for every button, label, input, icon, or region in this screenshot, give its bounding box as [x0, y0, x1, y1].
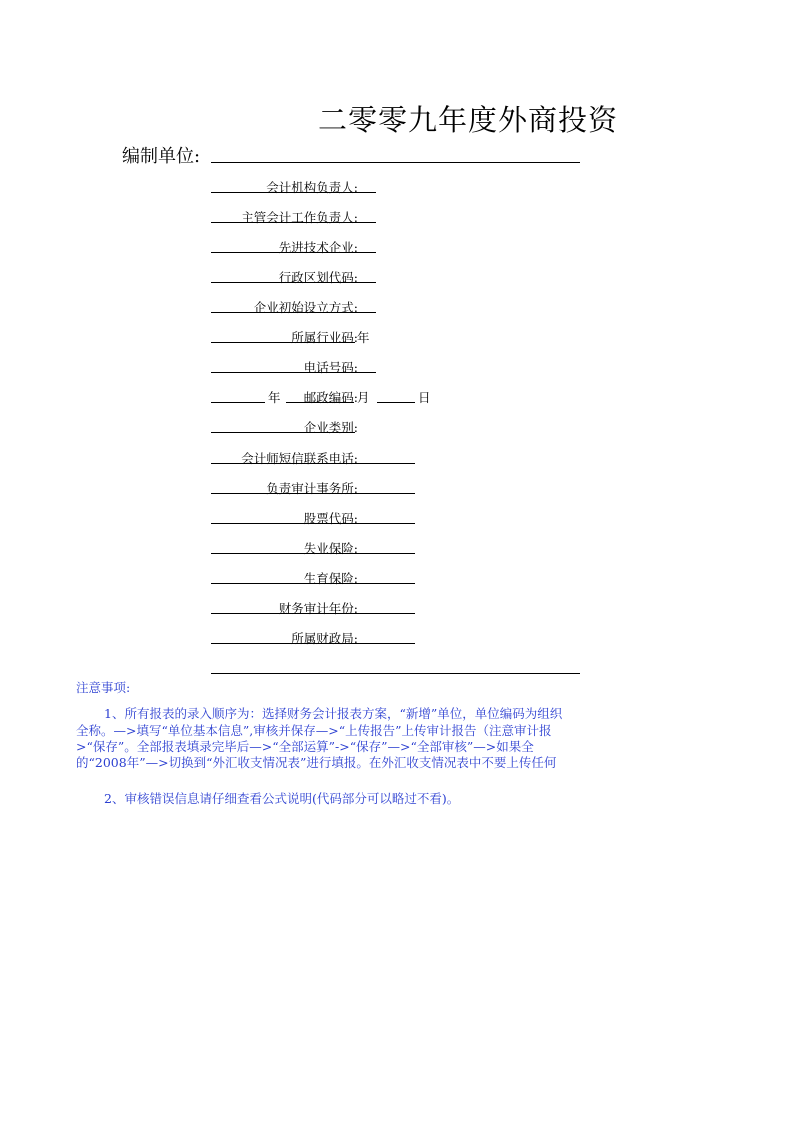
field-label-maternity-insurance: 生育保险: — [303, 571, 358, 586]
field-label-accounting-supervisor: 主管会计工作负责人: — [241, 210, 358, 225]
report-date-year-unit: 年 — [268, 390, 281, 405]
field-label-setup-method: 企业初始设立方式: — [253, 300, 358, 315]
note-1-line-4: 的“2008年”—>切换到“外汇收支情况表”进行填报。在外汇收支情况表中不要上传任何 — [76, 755, 557, 770]
report-date-day-unit: 日 — [418, 390, 431, 405]
field-label-industry-code: 所属行业码: — [291, 330, 358, 345]
founding-year-suffix: 年 — [357, 330, 370, 345]
notes-title: 注意事项: — [76, 680, 131, 695]
field-line-address[interactable] — [211, 673, 580, 674]
field-label-enterprise-category: 企业类别: — [303, 420, 358, 435]
note-1-line-2: 全称。—>填写“单位基本信息”,审核并保存—>“上传报告”上传审计报告（注意审计报 — [76, 723, 552, 738]
report-title: 二零零九年度外商投资 — [318, 103, 619, 137]
field-label-finance-bureau: 所属财政局: — [291, 631, 358, 646]
field-label-audit-firm: 负责审计事务所: — [266, 481, 358, 496]
field-label-audit-year: 财务审计年份: — [278, 601, 358, 616]
report-date-month-unit: 月 — [357, 390, 370, 405]
note-1-line-3: >“保存”。全部报表填录完毕后—>“全部运算”->“保存”—>“全部审核”—>如果全 — [76, 739, 534, 754]
field-label-phone-number: 电话号码: — [303, 360, 358, 375]
field-line-report-day[interactable] — [377, 402, 415, 403]
field-label-accounting-head: 会计机构负责人: — [266, 180, 358, 195]
field-label-region-code: 行政区划代码: — [278, 270, 358, 285]
field-label-unemployment-insurance: 失业保险: — [303, 541, 358, 556]
unit-label: 编制单位: — [122, 146, 201, 167]
unit-input-line[interactable] — [211, 162, 580, 163]
field-label-accountant-sms: 会计师短信联系电话: — [241, 451, 358, 466]
field-label-stock-code: 股票代码: — [303, 511, 358, 526]
field-label-advanced-tech: 先进技术企业: — [278, 240, 358, 255]
field-line-report-year[interactable] — [211, 402, 265, 403]
note-2: 2、审核错误信息请仔细查看公式说明(代码部分可以略过不看)。 — [104, 791, 460, 806]
field-label-postal-code: 邮政编码: — [303, 390, 358, 405]
note-1-line-1: 1、所有报表的录入顺序为：选择财务会计报表方案，“新增”单位，单位编码为组织 — [104, 706, 563, 721]
